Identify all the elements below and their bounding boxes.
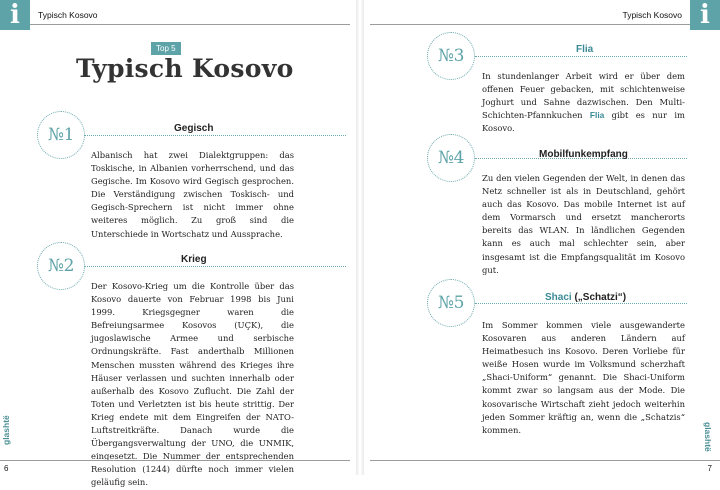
page-title: Typisch Kosovo [76,54,294,83]
section-title-shaci [545,292,626,303]
section-title-gegisch: Gegisch [174,123,214,134]
section-divider-5 [475,303,687,304]
footer-rule-left [0,460,350,461]
top-tag: Top 5 [151,42,181,55]
flia-text-after: gibt es nur im Kosovo. [482,110,685,134]
section-title-krieg: Krieg [181,254,207,265]
section-divider-1 [84,135,346,136]
number-badge-1: №1 [37,111,85,159]
info-icon: i [690,0,720,30]
section-title-mobilfunkempfang: Mobilfunkempfang [539,149,628,160]
footer-rule-right [370,460,720,461]
header-rule-right [370,24,690,25]
left-page [0,0,358,488]
section-text-mobilfunkempfang: Zu den vielen Gegenden der Welt, in denen das Netz schneller ist als in Deutschland, gehört auch das Kosovo. Das mobile Internet ist auf dem Vormarsch und ersetzt mancherorts bereits das WLAN. In ländlichen Gegenden kann es auch mal schlechter sein, aber insgesamt ist die Empfangsqualität im Kosovo gut. [482,173,685,275]
number-badge-2: №2 [37,242,85,290]
flia-text-before: In stundenlanger Arbeit wird er über dem offenen Feuer gebacken, mit schichtenweise Joghurt und Sahne dazwischen. Den Multi-Schichten-Pfannkuchen [482,71,685,121]
shaci-term: Shaci [545,292,572,303]
shaci-translation: („Schatzi“) [571,292,627,303]
section-text-flia [482,70,685,135]
right-page [362,0,720,475]
section-divider-2 [84,266,346,267]
section-text-krieg: Der Kosovo-Krieg um die Kontrolle über das Kosovo dauerte von Februar 1998 bis Juni 1999. Kriegsgegner waren die Befreiungsarmee Kosovos (UÇK), die jugoslawische Armee und serbische Ordnungskräfte. Fast anderthalb Millionen Menschen mussten während des Krieges ihre Häuser verlassen und suchten innerhalb oder außerhalb des Kosovo Zuflucht. Die Zahl der Toten und Verletzten ist bis heute strittig. Der Krieg endete mit dem Eingreifen der NATO-Luftstreitkräfte. Danach wurde die Übergangsverwaltung der UNO, die UNMIK, eingesetzt. Die Nummer der entsprechenden Resolution (1244) dürfte noch immer vielen geläufig sein. [91,281,294,488]
section-divider-3 [475,56,687,57]
side-label-right: glashtë [703,422,714,452]
flia-highlight: Flia [589,110,605,121]
running-head-left: Typisch Kosovo [38,10,98,20]
page-number-left: 6 [4,464,9,473]
number-badge-5: №5 [427,279,475,327]
number-badge-3: №3 [427,32,475,80]
page-number-right: 7 [707,464,712,473]
section-text-shaci: Im Sommer kommen viele ausgewanderte Kosovaren aus anderen Ländern auf Heimatbesuch ins Kosovo. Deren Vorliebe für weiße Hosen wurde im Volksmund scherzhaft „Shaci-Uniform“ genannt. Die Shaci-Uniform kommt zwar so langsam aus der Mode. Die kosovarische Wirtschaft zieht jedoch weiterhin jeden Sommer kräftig an, wenn die „Schatzis“ kommen. [482,320,685,435]
number-badge-4: №4 [427,134,475,182]
section-title-flia: Flia [576,44,594,55]
info-icon: i [0,0,30,30]
side-label-left: glashtë [1,415,11,445]
header-rule-left [30,24,350,25]
running-head-right: Typisch Kosovo [622,10,682,20]
section-text-gegisch: Albanisch hat zwei Dialektgruppen: das Toskische, in Albanien vorherrschend, und das Gegische. Im Kosovo wird Gegisch gesprochen. Die Verständigung zwischen Toskisch- und Gegisch-Sprechern ist nicht immer ohne weiteres möglich. Zu groß sind die Unterschiede in Wortschatz und Aussprache. [91,150,294,239]
